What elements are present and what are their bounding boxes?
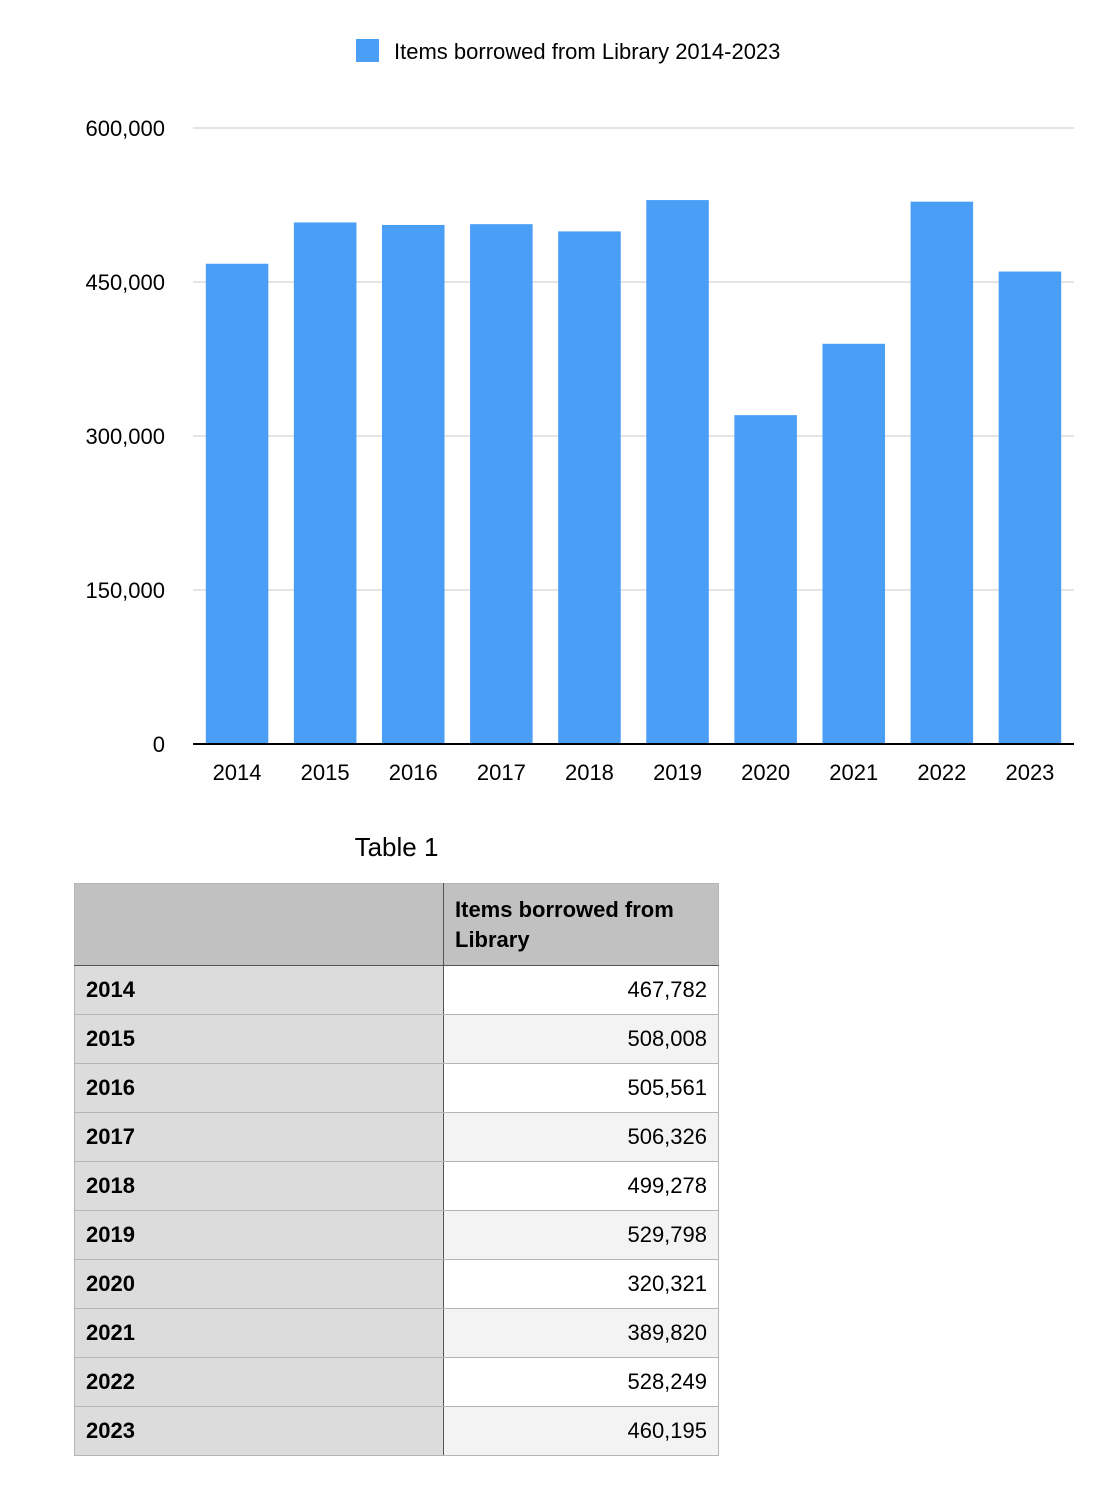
bar-2016 xyxy=(382,225,445,744)
row-value: 499,278 xyxy=(444,1162,719,1211)
row-year: 2014 xyxy=(75,966,444,1015)
row-value: 528,249 xyxy=(444,1358,719,1407)
table-row xyxy=(75,1260,719,1309)
x-tick-label: 2015 xyxy=(300,760,350,785)
legend-label: Items borrowed from Library 2014-2023 xyxy=(394,39,781,64)
row-year: 2020 xyxy=(75,1260,444,1309)
row-year: 2021 xyxy=(75,1309,444,1358)
table-row xyxy=(75,1407,719,1456)
row-year: 2023 xyxy=(75,1407,444,1456)
table-row xyxy=(75,966,719,1015)
table-corner-cell xyxy=(75,884,444,966)
table-row xyxy=(75,1358,719,1407)
row-value: 505,561 xyxy=(444,1064,719,1113)
x-tick-label: 2021 xyxy=(829,760,879,785)
table-row xyxy=(75,1211,719,1260)
bar-2020 xyxy=(734,415,797,744)
y-tick-label: 150,000 xyxy=(85,578,165,603)
bar-2014 xyxy=(206,264,269,744)
row-value: 460,195 xyxy=(444,1407,719,1456)
row-value: 389,820 xyxy=(444,1309,719,1358)
row-year: 2017 xyxy=(75,1113,444,1162)
bar-2022 xyxy=(911,202,974,744)
row-year: 2018 xyxy=(75,1162,444,1211)
x-tick-label: 2023 xyxy=(1005,760,1055,785)
x-tick-label: 2016 xyxy=(388,760,438,785)
bar-2018 xyxy=(558,231,621,744)
x-axis-ticks xyxy=(213,760,1055,785)
table-column-header: Items borrowed from Library xyxy=(444,884,719,966)
x-tick-label: 2022 xyxy=(917,760,967,785)
data-table xyxy=(74,883,719,1456)
row-year: 2019 xyxy=(75,1211,444,1260)
y-tick-label: 300,000 xyxy=(85,424,165,449)
row-value: 320,321 xyxy=(444,1260,719,1309)
table-row xyxy=(75,1162,719,1211)
x-tick-label: 2017 xyxy=(476,760,526,785)
x-tick-label: 2014 xyxy=(212,760,262,785)
table-title: Table 1 xyxy=(354,832,439,862)
y-tick-label: 450,000 xyxy=(85,270,165,295)
bar-2023 xyxy=(999,272,1062,744)
x-tick-label: 2020 xyxy=(741,760,791,785)
row-year: 2016 xyxy=(75,1064,444,1113)
bar-2017 xyxy=(470,224,533,744)
chart-legend xyxy=(356,39,780,64)
row-value: 529,798 xyxy=(444,1211,719,1260)
table-row xyxy=(75,1309,719,1358)
y-tick-label: 0 xyxy=(152,732,165,757)
row-value: 508,008 xyxy=(444,1015,719,1064)
table-row xyxy=(75,1064,719,1113)
table-row xyxy=(75,1015,719,1064)
legend-swatch xyxy=(356,39,379,62)
table-row xyxy=(75,1113,719,1162)
x-tick-label: 2019 xyxy=(653,760,703,785)
row-year: 2022 xyxy=(75,1358,444,1407)
x-tick-label: 2018 xyxy=(564,760,614,785)
bar-2019 xyxy=(646,200,709,744)
row-year: 2015 xyxy=(75,1015,444,1064)
row-value: 506,326 xyxy=(444,1113,719,1162)
y-axis-ticks xyxy=(85,116,165,757)
row-value: 467,782 xyxy=(444,966,719,1015)
bar-2015 xyxy=(294,222,357,744)
y-tick-label: 600,000 xyxy=(85,116,165,141)
table-header-row xyxy=(75,884,719,966)
bar-2021 xyxy=(822,344,885,744)
